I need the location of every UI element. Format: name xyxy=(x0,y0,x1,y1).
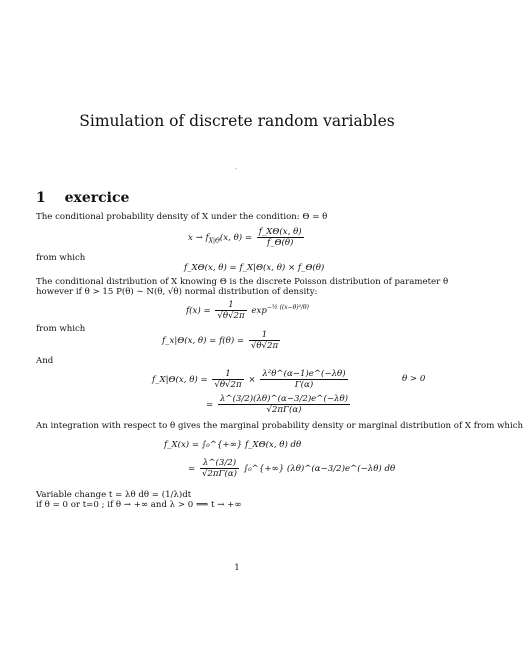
eq6-integral-2: ∫₀^{+∞} (λθ)^(α−3/2)e^(−λθ) dθ xyxy=(243,464,396,474)
document-title: Simulation of discrete random variables xyxy=(79,112,395,130)
eq3-fraction xyxy=(215,300,246,321)
eq3-numerator: 1 xyxy=(228,300,234,310)
eq1-lhs-sub: X|Θ xyxy=(208,237,220,245)
eq4-numerator: 1 xyxy=(261,330,268,340)
equation-5b xyxy=(206,394,352,415)
eq6-numerator: λ^(3/2) xyxy=(202,458,237,468)
eq4-lhs: f_x|Θ(x, θ) = f(θ) = xyxy=(162,336,245,346)
eq5-fraction-1 xyxy=(212,369,243,390)
eq4-denominator: √θ√2π xyxy=(250,341,279,351)
eq1-numerator: f_XΘ(x, θ) xyxy=(258,227,302,237)
eq5-lhs: f_X|Θ(x, θ) = xyxy=(152,375,208,385)
equation-3 xyxy=(186,300,309,321)
eq6-integral-1: ∫₀^{+∞} f_XΘ(x, θ) dθ xyxy=(201,440,302,450)
equation-5 xyxy=(152,369,350,390)
eq1-lhs: x → f xyxy=(188,233,209,243)
eq3-exp: exp xyxy=(251,306,267,316)
eq5-numerator-1: 1 xyxy=(225,369,231,379)
eq5-condition: θ > 0 xyxy=(402,374,426,384)
eq5-denominator-3: √2πΓ(α) xyxy=(218,404,350,415)
eq5-denominator-1: √θ√2π xyxy=(214,380,242,390)
eq5-fraction-2 xyxy=(260,369,347,390)
eq1-fraction xyxy=(257,227,304,248)
eq5-numerator-2: λ²θ^(α−1)e^(−λθ) xyxy=(262,369,346,379)
paragraph-2: from which xyxy=(36,253,86,263)
eq6-denominator: √2πΓ(α) xyxy=(201,469,238,479)
eq6-fraction xyxy=(200,458,239,479)
eq6-lhs: f_X(x) = xyxy=(164,440,200,450)
equation-6 xyxy=(164,440,301,450)
eq5-numerator-3: λ^(3/2)(λθ)^(α−3/2)e^(−λθ) xyxy=(219,394,349,404)
eq6-equals: = xyxy=(188,464,196,474)
equation-1 xyxy=(188,227,306,248)
title-dot: · xyxy=(235,166,237,173)
eq3-lhs: f(x) = xyxy=(186,306,211,316)
equation-6b xyxy=(188,458,395,479)
eq5-denominator-2: Γ(α) xyxy=(260,379,347,390)
paragraph-9: if θ = 0 or t=0 ; if θ → +∞ and λ > 0 ⟹ t → +∞ xyxy=(36,500,242,510)
paragraph-5: from which xyxy=(36,324,86,334)
paragraph-3: The conditional distribution of X knowing Θ is the discrete Poisson distribution of parameter θ xyxy=(36,277,449,287)
eq5-times: × xyxy=(248,375,256,385)
eq3-exponent: −½ ((x−θ)²/θ) xyxy=(266,304,310,312)
section-number: 1 xyxy=(36,190,46,206)
eq1-denominator: f_Θ(θ) xyxy=(257,237,304,248)
paragraph-6: And xyxy=(36,356,54,366)
section-title: exercice xyxy=(64,190,130,206)
page-number: 1 xyxy=(234,563,240,573)
eq5-equals: = xyxy=(206,400,214,410)
paragraph-8: Variable change t = λθ dθ = (1/λ)dt xyxy=(36,490,192,500)
paragraph-7: An integration with respect to θ gives the marginal probability density or marginal distribution of X from which xyxy=(36,421,523,431)
section-heading xyxy=(36,190,129,206)
eq4-fraction xyxy=(249,330,280,351)
eq3-denominator: √θ√2π xyxy=(217,311,245,321)
equation-4 xyxy=(162,330,282,351)
eq5-fraction-3 xyxy=(218,394,350,415)
eq1-arg: (x, θ) = xyxy=(219,233,253,243)
paragraph-1: The conditional probability density of X under the condition: Θ = θ xyxy=(36,212,328,222)
paragraph-4: however if θ > 15 P(θ) ∼ N(θ, √θ) normal distribution of density: xyxy=(36,287,318,297)
equation-2: f_XΘ(x, θ) = f_X|Θ(x, θ) × f_Θ(θ) xyxy=(184,263,325,273)
